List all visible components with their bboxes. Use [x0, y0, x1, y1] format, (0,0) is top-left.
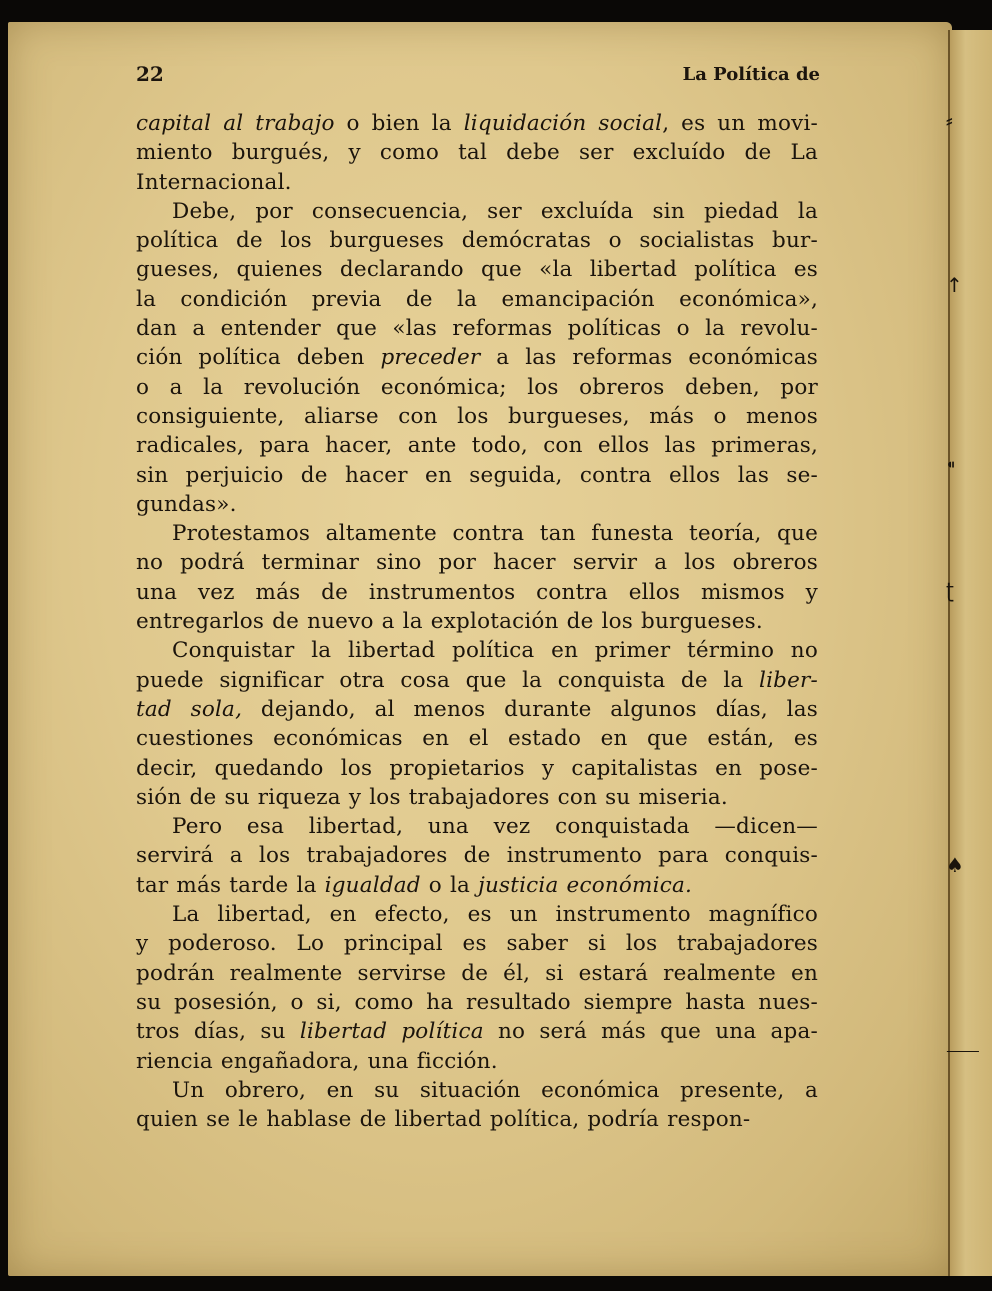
text-segment: consiguiente, aliarse con los burgueses, más o menos: [136, 403, 818, 429]
text-line: [136, 1047, 818, 1076]
text-segment: radicales, para hacer, ante todo, con ellos las primeras,: [136, 433, 818, 459]
text-segment: Debe, por consecuencia, ser excluída sin piedad la: [172, 198, 818, 224]
text-segment: Internacional.: [136, 169, 292, 195]
text-segment: podrán realmente servirse de él, si estará realmente en: [136, 960, 818, 986]
text-line: [136, 314, 818, 343]
text-line: [136, 841, 818, 870]
text-segment: sión de su riqueza y los trabajadores con su miseria.: [136, 784, 728, 810]
text-line: [136, 168, 818, 197]
margin-mark: ⁌: [946, 453, 956, 477]
text-line: [136, 1076, 818, 1105]
text-line: [136, 666, 818, 695]
page-header: [136, 62, 820, 92]
margin-mark: ⸺: [946, 1038, 980, 1062]
text-line: [136, 343, 818, 372]
text-line: [136, 402, 818, 431]
text-segment: política de los burgueses demócratas o socialistas bur-: [136, 228, 818, 254]
text-segment: no será más que una apa-: [483, 1019, 819, 1045]
text-segment: Pero esa libertad, una vez conquistada —dicen—: [172, 814, 818, 840]
text-segment: la condición previa de la emancipación económica»,: [136, 286, 818, 312]
text-line: [136, 226, 818, 255]
text-line: [136, 754, 818, 783]
facing-page-edge: [948, 30, 992, 1276]
text-segment: una vez más de instrumentos contra ellos mismos y: [136, 579, 818, 605]
text-segment: dejando, al menos durante algunos días, las: [242, 696, 818, 722]
body-text: [136, 109, 818, 1134]
margin-mark: ⸗: [946, 108, 953, 132]
text-line: [136, 959, 818, 988]
margin-mark: ↑: [946, 273, 963, 297]
emphasis-text: justicia económica.: [478, 872, 692, 898]
page-number: 22: [136, 62, 164, 86]
text-line: [136, 373, 818, 402]
text-segment: sin perjuicio de hacer en seguida, contra ellos las se-: [136, 462, 818, 488]
text-segment: o la: [420, 872, 479, 898]
emphasis-text: tad sola,: [136, 696, 243, 722]
text-segment: y poderoso. Lo principal es saber si los trabajadores: [136, 931, 818, 957]
text-line: [136, 724, 818, 753]
text-line: [136, 900, 818, 929]
emphasis-text: preceder: [380, 345, 481, 371]
text-segment: Conquistar la libertad política en primer término no: [172, 638, 818, 664]
text-line: [136, 285, 818, 314]
text-line: [136, 109, 818, 138]
text-segment: decir, quedando los propietarios y capitalistas en pose-: [136, 755, 818, 781]
text-line: [136, 929, 818, 958]
text-line: [136, 1105, 818, 1134]
text-segment: no podrá terminar sino por hacer servir a los obreros: [136, 550, 818, 576]
text-segment: dan a entender que «las reformas políticas o la revolu-: [136, 316, 818, 342]
running-title: La Política de: [682, 64, 820, 85]
text-segment: miento burgués, y como tal debe ser excluído de La: [136, 140, 818, 166]
text-segment: ción política deben: [136, 345, 381, 371]
text-segment: riencia engañadora, una ficción.: [136, 1048, 498, 1074]
text-line: [136, 871, 818, 900]
text-segment: , es un movi-: [662, 111, 818, 136]
emphasis-text: libertad política: [299, 1019, 484, 1045]
text-line: [136, 812, 818, 841]
text-line: [136, 1017, 818, 1046]
text-line: [136, 138, 818, 167]
text-segment: Un obrero, en su situación económica presente, a: [172, 1077, 818, 1103]
margin-mark: ʈ: [946, 578, 954, 602]
text-segment: gueses, quienes declarando que «la libertad política es: [136, 257, 818, 283]
text-segment: gundas».: [136, 491, 237, 517]
text-line: [136, 519, 818, 548]
text-segment: entregarlos de nuevo a la explotación de los burgueses.: [136, 609, 763, 635]
text-line: [136, 548, 818, 577]
text-line: [136, 461, 818, 490]
text-segment: o bien la: [334, 111, 464, 136]
margin-mark: ♠: [946, 853, 964, 877]
text-line: [136, 431, 818, 460]
text-segment: La libertad, en efecto, es un instrumento magnífico: [172, 902, 818, 928]
text-line: [136, 607, 818, 636]
text-line: [136, 255, 818, 284]
emphasis-text: capital al trabajo: [136, 111, 335, 136]
text-line: [136, 695, 818, 724]
text-segment: servirá a los trabajadores de instrumento para conquis-: [136, 843, 818, 869]
text-line: [136, 636, 818, 665]
text-segment: puede significar otra cosa que la conquista de la: [136, 667, 760, 693]
text-line: [136, 197, 818, 226]
text-segment: tar más tarde la: [136, 872, 325, 898]
text-line: [136, 783, 818, 812]
text-segment: su posesión, o si, como ha resultado siempre hasta nues-: [136, 989, 818, 1015]
text-segment: Protestamos altamente contra tan funesta teoría, que: [172, 521, 818, 547]
text-segment: o a la revolución económica; los obreros deben, por: [136, 374, 818, 400]
text-segment: tros días, su: [136, 1019, 300, 1045]
text-segment: a las reformas económicas: [480, 345, 818, 371]
text-line: [136, 578, 818, 607]
emphasis-text: liber-: [759, 667, 818, 693]
text-segment: quien se le hablase de libertad política, podría respon-: [136, 1107, 751, 1133]
text-line: [136, 490, 818, 519]
text-segment: cuestiones económicas en el estado en que están, es: [136, 726, 818, 752]
text-line: [136, 988, 818, 1017]
emphasis-text: igualdad: [324, 872, 421, 898]
emphasis-text: liquidación social: [463, 111, 663, 136]
